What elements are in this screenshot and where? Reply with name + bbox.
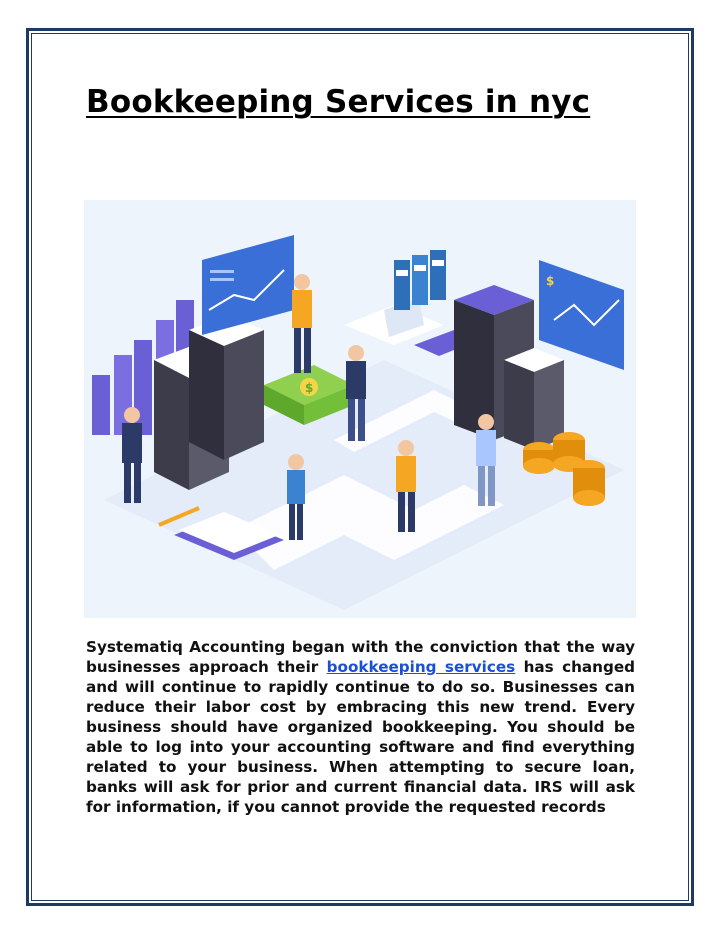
bookkeeping-illustration [84, 200, 636, 618]
file-binders [394, 250, 446, 310]
paragraph-text-end: has changed and will continue to rapidly continue to do so. Businesses can reduce their labor cost by embracing this new trend. Every business should have organized bookkeeping. You should be able to log into your accounting software and find everything related to your business. When attempting to secure loan, banks will ask for prior and current financial data. IRS will ask for information, if you cannot provide the requested records [86, 658, 636, 816]
page-title: Bookkeeping Services in nyc [86, 84, 591, 120]
dashboard-screen [202, 235, 294, 335]
paragraph-text-start: Systematiq Accounting began with the conviction that the way businesses approach their [86, 638, 635, 676]
person-orange-vest [292, 274, 312, 373]
body-paragraph [86, 637, 635, 817]
dollar-sign: $ [546, 274, 555, 288]
bookkeeping-services-link[interactable]: bookkeeping services [326, 658, 516, 676]
financial-chart-screen [539, 260, 624, 370]
money-symbol: $ [305, 381, 314, 395]
